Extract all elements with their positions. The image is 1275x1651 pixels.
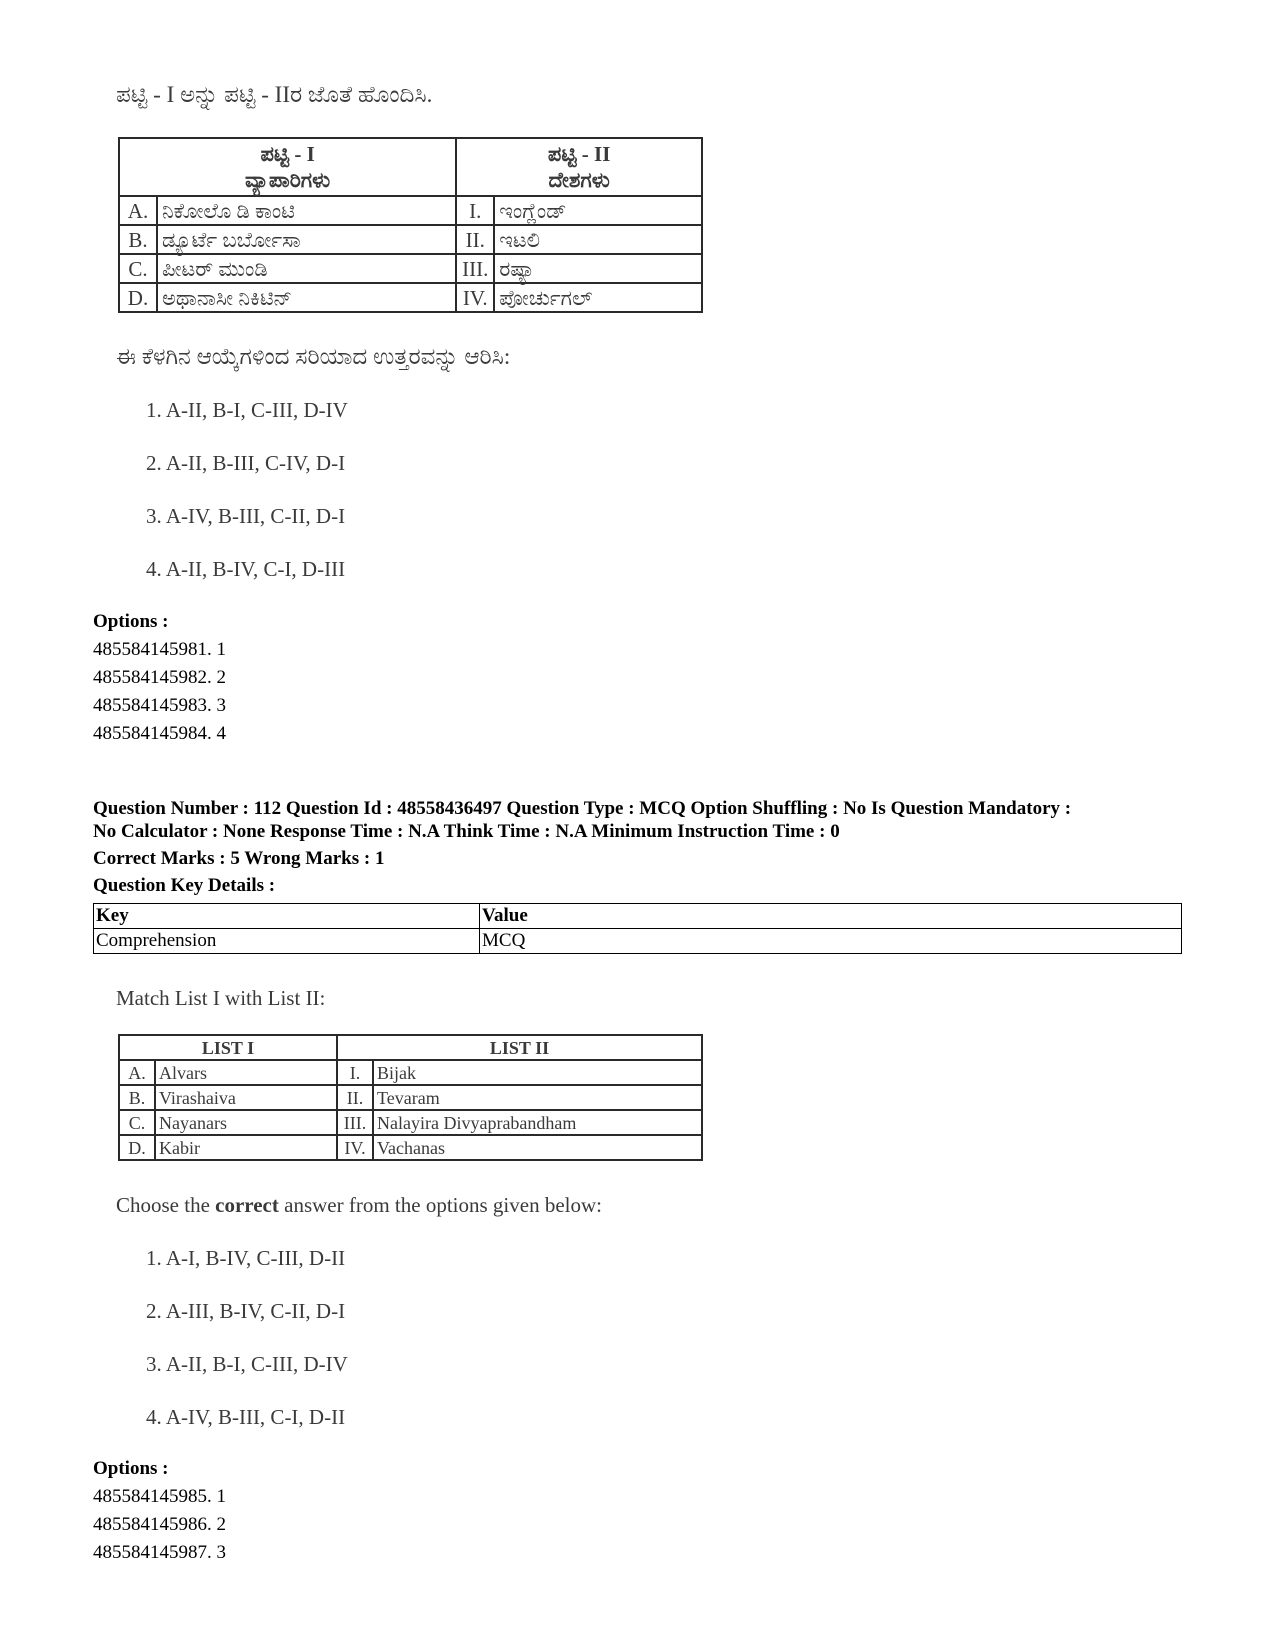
option-id: 485584145982. 2 [93, 667, 226, 688]
row-numeral: II. [456, 225, 494, 254]
row-letter: B. [119, 1085, 155, 1110]
q1-instruction: ಪಟ್ಟಿ - I ಅನ್ನು ಪಟ್ಟಿ - IIರ ಜೊತೆ ಹೊಂದಿಸಿ. [116, 82, 433, 107]
q2-instruction: Match List I with List II: [116, 986, 326, 1010]
list1-item: ನಿಕೋಲೊ ಡಿ ಕಾಂಟಿ [157, 196, 456, 225]
row-letter: B. [119, 225, 157, 254]
list2-item: ರಷ್ಯಾ [494, 254, 702, 283]
answer-choice: 3. A-IV, B-III, C-II, D-I [146, 504, 346, 528]
table-row [94, 904, 1182, 929]
row-letter: C. [119, 1110, 155, 1135]
list1-item: Alvars [155, 1060, 337, 1085]
list2-item: Tevaram [373, 1085, 702, 1110]
table-row [119, 1110, 702, 1135]
list2-item: ಇಂಗ್ಲೆಂಡ್ [494, 196, 702, 225]
list1-title: ಪಟ್ಟಿ - I [260, 142, 315, 166]
table-row [119, 283, 702, 312]
list2-item: Vachanas [373, 1135, 702, 1160]
q1-match-table [118, 137, 703, 313]
option-id: 485584145987. 3 [93, 1542, 226, 1563]
list1-subtitle: ವ್ಯಾಪಾರಿಗಳು [245, 168, 331, 192]
list2-header [456, 138, 702, 196]
value-header: Value [480, 904, 1182, 929]
question-meta-line: No Calculator : None Response Time : N.A Think Time : N.A Minimum Instruction Time : 0 [93, 821, 840, 842]
option-id: 485584145983. 3 [93, 695, 226, 716]
choose-text: Choose the [116, 1193, 210, 1217]
answer-choice: 4. A-II, B-IV, C-I, D-III [146, 557, 346, 581]
question-meta-line: Question Number : 112 Question Id : 48558436497 Question Type : MCQ Option Shuffling : No Is Question Mandatory : [93, 798, 1072, 819]
list1-header: LIST I [119, 1035, 337, 1060]
table-row [119, 1135, 702, 1160]
question-meta [93, 797, 1193, 843]
q2-choose-instruction [116, 1193, 602, 1218]
answer-choice: 3. A-II, B-I, C-III, D-IV [146, 1352, 348, 1376]
key-cell: Comprehension [94, 929, 480, 954]
list1-item: Nayanars [155, 1110, 337, 1135]
list2-item: Bijak [373, 1060, 702, 1085]
choose-text: answer from the options given below: [284, 1193, 602, 1217]
row-letter: C. [119, 254, 157, 283]
table-row [94, 929, 1182, 954]
key-details-table [93, 903, 1182, 954]
table-row [119, 1060, 702, 1085]
list1-item: ಪೀಟರ್ ಮುಂಡಿ [157, 254, 456, 283]
table-row [119, 225, 702, 254]
table-header-row [119, 1035, 702, 1060]
answer-choice: 1. A-II, B-I, C-III, D-IV [146, 398, 348, 422]
row-numeral: III. [337, 1110, 373, 1135]
option-id: 485584145984. 4 [93, 723, 226, 744]
row-numeral: III. [456, 254, 494, 283]
list2-subtitle: ದೇಶಗಳು [548, 168, 610, 192]
choose-emphasis: correct [215, 1193, 279, 1217]
table-header-row [119, 138, 702, 196]
q1-choose-instruction: ಈ ಕೆಳಗಿನ ಆಯ್ಕೆಗಳಿಂದ ಸರಿಯಾದ ಉತ್ತರವನ್ನು ಆರಿಸಿ: [116, 344, 511, 369]
answer-choice: 1. A-I, B-IV, C-III, D-II [146, 1246, 346, 1270]
list1-item: Kabir [155, 1135, 337, 1160]
list1-item: ಡ್ಯೂರ್ಟೆ ಬರ್ಬೋಸಾ [157, 225, 456, 254]
option-id: 485584145981. 1 [93, 639, 226, 660]
table-row [119, 254, 702, 283]
answer-choice: 2. A-II, B-III, C-IV, D-I [146, 451, 346, 475]
row-numeral: I. [456, 196, 494, 225]
key-details-heading: Question Key Details : [93, 875, 276, 896]
row-numeral: IV. [337, 1135, 373, 1160]
options-heading: Options : [93, 611, 169, 632]
table-row [119, 196, 702, 225]
row-letter: D. [119, 283, 157, 312]
row-letter: A. [119, 196, 157, 225]
list1-header [119, 138, 456, 196]
list2-item: ಪೋರ್ಚುಗಲ್ [494, 283, 702, 312]
list2-title: ಪಟ್ಟಿ - II [547, 142, 611, 166]
options-heading: Options : [93, 1458, 169, 1479]
row-numeral: I. [337, 1060, 373, 1085]
row-numeral: IV. [456, 283, 494, 312]
option-id: 485584145985. 1 [93, 1486, 226, 1507]
value-cell: MCQ [480, 929, 1182, 954]
q2-match-table [118, 1034, 703, 1161]
list2-item: Nalayira Divyaprabandham [373, 1110, 702, 1135]
option-id: 485584145986. 2 [93, 1514, 226, 1535]
question-marks: Correct Marks : 5 Wrong Marks : 1 [93, 848, 385, 869]
key-header: Key [94, 904, 480, 929]
list2-header: LIST II [337, 1035, 702, 1060]
list2-item: ಇಟಲಿ [494, 225, 702, 254]
row-letter: D. [119, 1135, 155, 1160]
answer-choice: 2. A-III, B-IV, C-II, D-I [146, 1299, 346, 1323]
answer-choice: 4. A-IV, B-III, C-I, D-II [146, 1405, 346, 1429]
row-letter: A. [119, 1060, 155, 1085]
list1-item: Virashaiva [155, 1085, 337, 1110]
row-numeral: II. [337, 1085, 373, 1110]
list1-item: ಅಥಾನಾಸೀ ನಿಕಿಟಿನ್ [157, 283, 456, 312]
table-row [119, 1085, 702, 1110]
